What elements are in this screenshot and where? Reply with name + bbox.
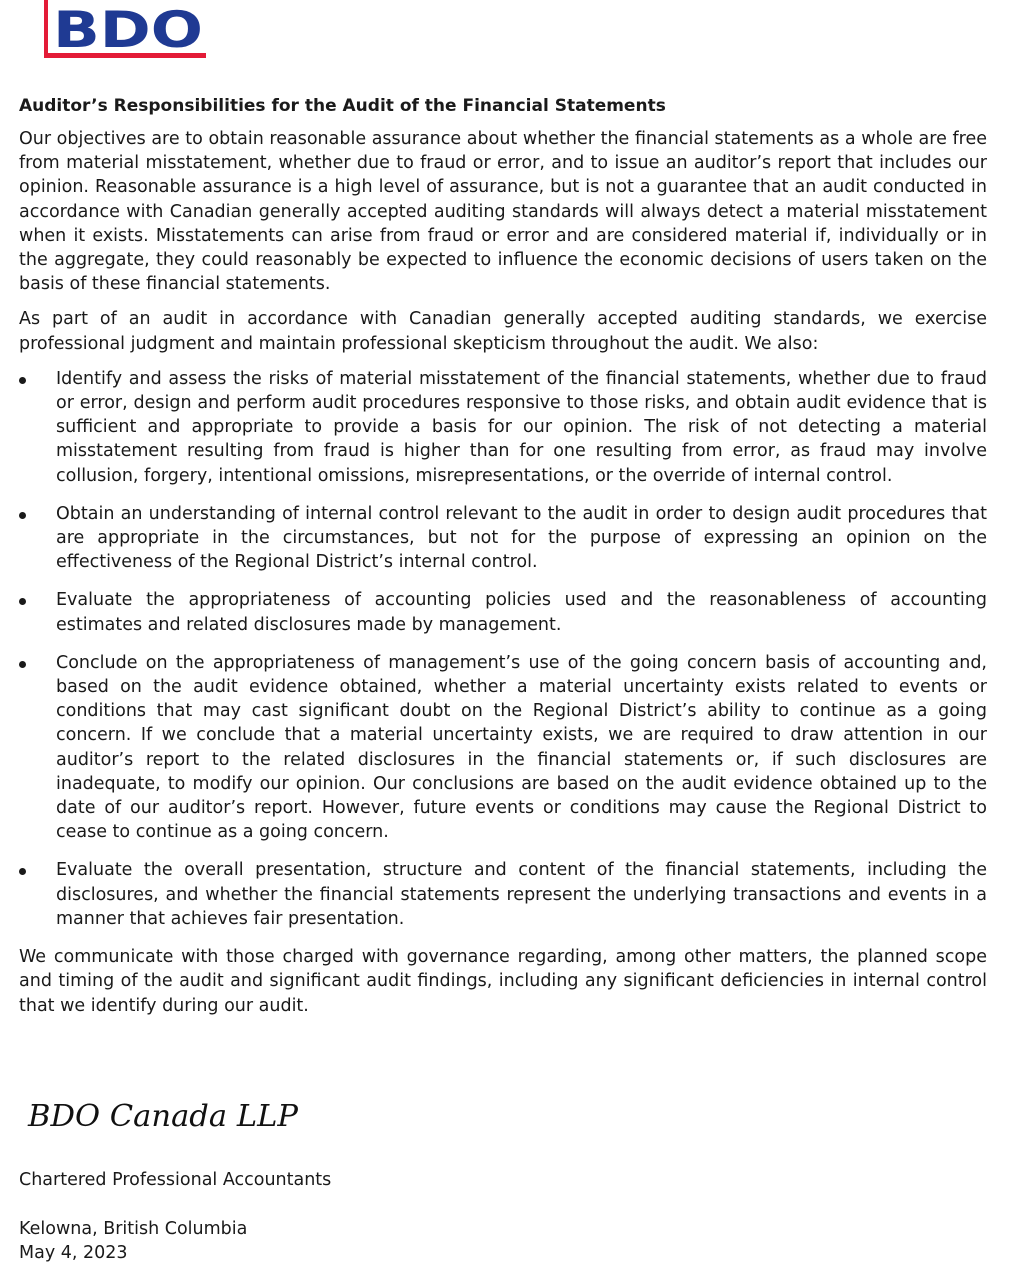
section-heading: Auditor’s Responsibilities for the Audit of the Financial Statements <box>19 96 666 116</box>
list-item-text: Identify and assess the risks of material misstatement of the financial statements, whether due to fraud or error, design and perform audit procedures responsive to those risks, and obtain audit evidence that is sufficient and appropriate to provide a basis for our opinion. The risk of not detecting a material misstatement resulting from fraud is higher than for one resulting from error, as fraud may involve collusion, forgery, intentional omissions, misrepresentations, or the override of internal control. <box>56 368 987 486</box>
bullet-icon <box>19 661 26 668</box>
list-item-text: Evaluate the appropriateness of accounting policies used and the reasonableness of accounting estimates and related disclosures made by management. <box>56 590 987 635</box>
responsibilities-list <box>19 367 987 931</box>
list-item-text: Evaluate the overall presentation, structure and content of the financial statements, including the disclosures, and whether the financial statements represent the underlying transactions and events in a manner that achieves fair presentation. <box>56 860 987 929</box>
document-body <box>19 94 987 1029</box>
list-item-text: Obtain an understanding of internal control relevant to the audit in order to design audit procedures that are appropriate in the circumstances, but not for the purpose of expressing an opinion on the effectiveness of the Regional District’s internal control. <box>56 503 987 573</box>
paragraph-objectives: Our objectives are to obtain reasonable assurance about whether the financial statements as a whole are free from material misstatement, whether due to fraud or error, and to issue an auditor’s report that includes our opinion. Reasonable assurance is a high level of assurance, but is not a guarantee that an audit conducted in accordance with Canadian generally accepted auditing standards will always detect a material misstatement when it exists. Misstatements can arise from fraud or error and are considered material if, individually or in the aggregate, they could reasonably be expected to influence the economic decisions of users taken on the basis of these financial statements. <box>19 129 987 295</box>
list-item-text: Conclude on the appropriateness of management’s use of the going concern basis of accounting and, based on the audit evidence obtained, whether a material uncertainty exists related to events or conditions that may cast significant doubt on the Regional District’s ability to continue as a going concern. If we conclude that a material uncertainty exists, we are required to draw attention in our auditor’s report to the related disclosures in the financial statements or, if such disclosures are inadequate, to modify our opinion. Our conclusions are based on the audit evidence obtained up to the date of our auditor’s report. However, future events or conditions may cause the Regional District to cease to continue as a going concern. <box>56 652 987 843</box>
list-item <box>19 502 987 575</box>
signature-text: BDO Canada LLP <box>26 1099 299 1134</box>
report-date: May 4, 2023 <box>19 1243 128 1263</box>
bullet-icon <box>19 868 26 875</box>
list-item <box>19 367 987 488</box>
firm-designation: Chartered Professional Accountants <box>19 1170 332 1190</box>
location: Kelowna, British Columbia <box>19 1219 248 1239</box>
signature <box>26 1094 316 1138</box>
bullet-icon <box>19 598 26 605</box>
list-item <box>19 651 987 845</box>
bullet-icon <box>19 377 26 384</box>
paragraph-governance: We communicate with those charged with governance regarding, among other matters, the planned scope and timing of the audit and significant audit findings, including any significant deficiencies in internal control that we identify during our audit. <box>19 947 987 1016</box>
bdo-logo-text: BDO <box>53 1 203 59</box>
bullet-icon <box>19 512 26 519</box>
list-item <box>19 588 987 636</box>
paragraph-as-part-of-audit: As part of an audit in accordance with Canadian generally accepted auditing standards, we exercise professional judgment and maintain professional skepticism throughout the audit. We also: <box>19 309 987 354</box>
list-item <box>19 858 987 931</box>
bdo-logo <box>44 0 208 62</box>
